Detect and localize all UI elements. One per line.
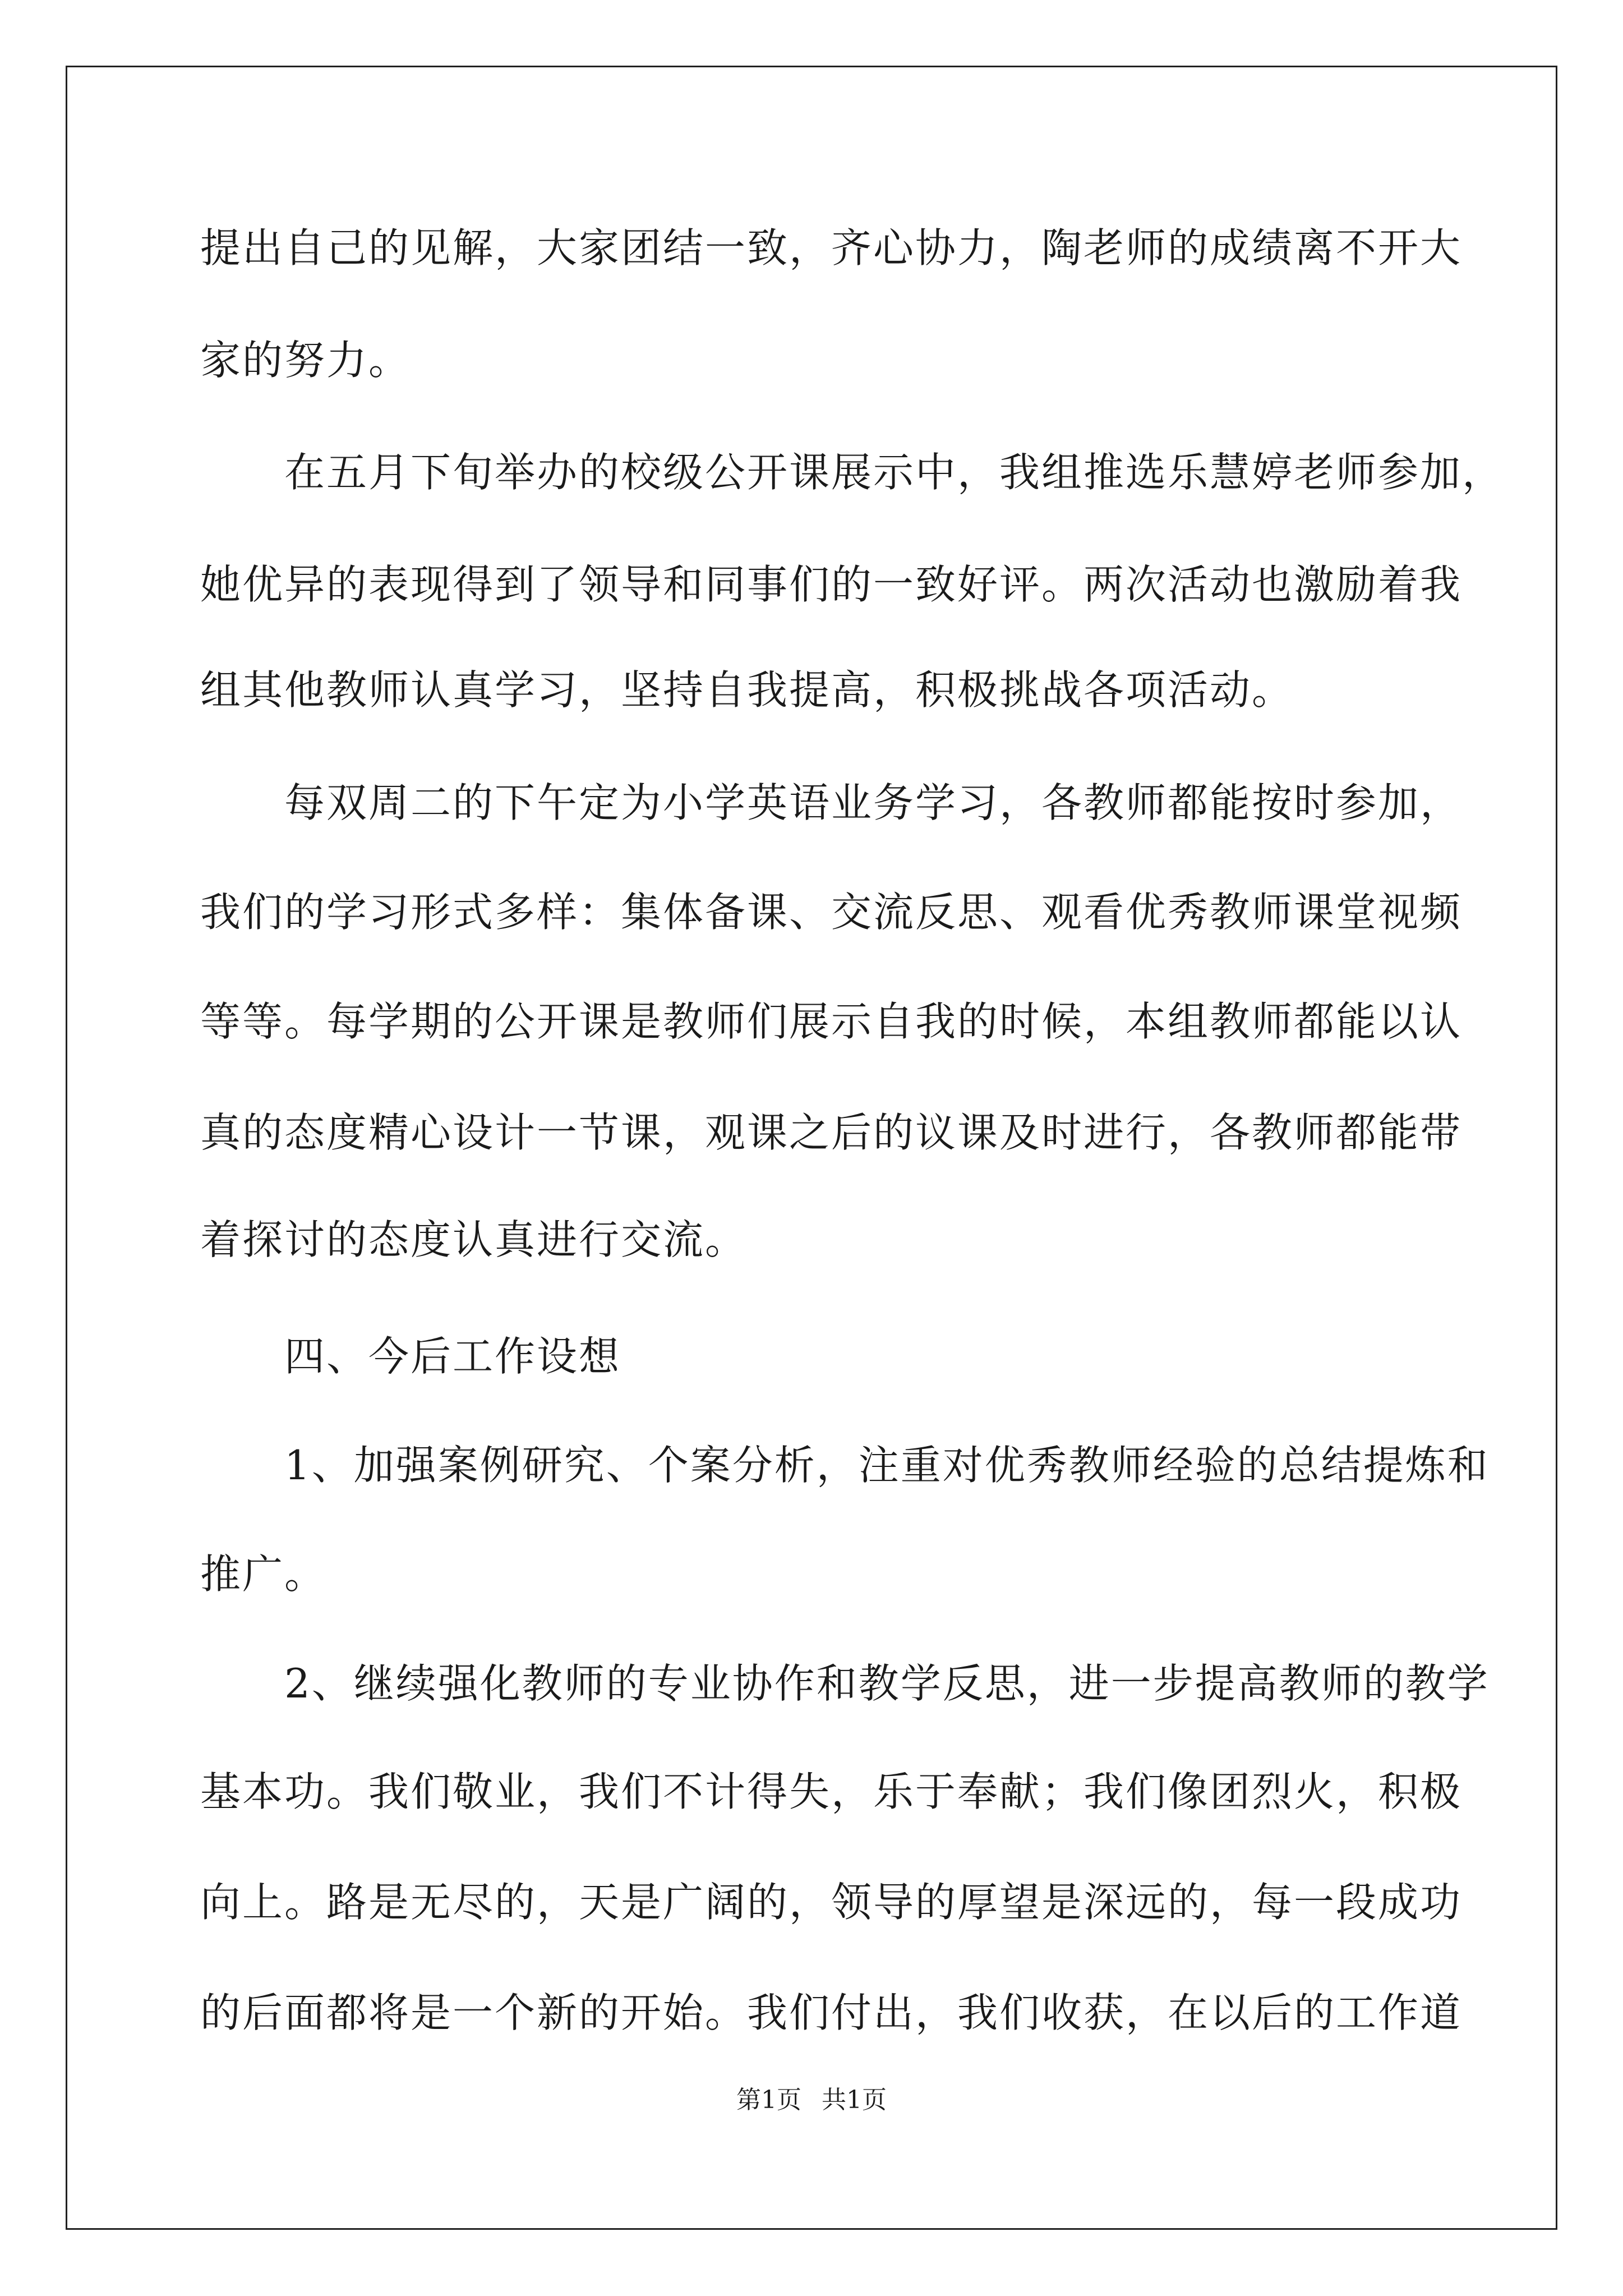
- text-line: 基本功。我们敬业，我们不计得失，乐于奉献；我们像团烈火，积极: [200, 1768, 1463, 1815]
- text-line: 真的态度精心设计一节课，观课之后的议课及时进行，各教师都能带: [200, 1109, 1463, 1156]
- text-line: 组其他教师认真学习，坚持自我提高，积极挑战各项活动。: [200, 666, 1294, 714]
- text-line: 她优异的表现得到了领导和同事们的一致好评。两次活动也激励着我: [200, 561, 1463, 608]
- text-line: 向上。路是无尽的，天是广阔的，领导的厚望是深远的，每一段成功: [200, 1879, 1463, 1926]
- text-line: 的后面都将是一个新的开始。我们付出，我们收获，在以后的工作道: [200, 1989, 1463, 2036]
- section-heading: 四、今后工作设想: [200, 1333, 621, 1380]
- text-line: 推广。: [200, 1550, 327, 1598]
- text-line: 家的努力。: [200, 337, 411, 384]
- text-line: 等等。每学期的公开课是教师们展示自我的时候，本组教师都能以认: [200, 998, 1463, 1045]
- text-line: 提出自己的见解，大家团结一致，齐心协力，陶老师的成绩离不开大: [200, 224, 1463, 272]
- text-line: 2、继续强化教师的专业协作和教学反思，进一步提高教师的教学: [200, 1660, 1490, 1707]
- text-line: 着探讨的态度认真进行交流。: [200, 1216, 748, 1263]
- text-line: 1、加强案例研究、个案分析，注重对优秀教师经验的总结提炼和: [200, 1442, 1490, 1489]
- text-line: 每双周二的下午定为小学英语业务学习，各教师都能按时参加，: [200, 779, 1463, 826]
- page-number: 第1页: [736, 2086, 801, 2114]
- page-total: 共1页: [822, 2086, 887, 2114]
- page-footer: [0, 2088, 1623, 2113]
- text-line: 在五月下旬举办的校级公开课展示中，我组推选乐慧婷老师参加，: [200, 449, 1505, 496]
- text-line: 我们的学习形式多样：集体备课、交流反思、观看优秀教师课堂视频: [200, 889, 1463, 936]
